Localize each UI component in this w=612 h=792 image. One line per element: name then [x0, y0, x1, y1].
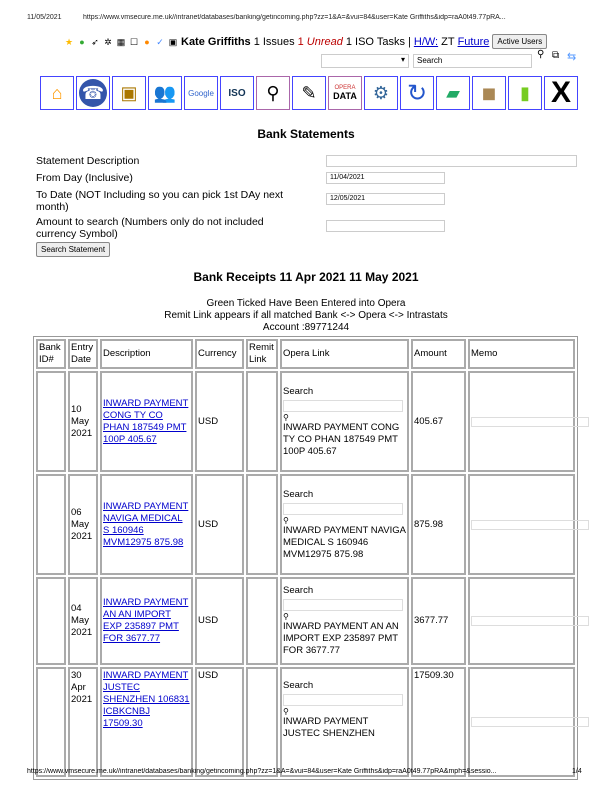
bank-id — [36, 474, 66, 575]
opera-link-text: INWARD PAYMENT NAVIGA MEDICAL S 160946 MVM12975 875.98 — [283, 524, 406, 560]
hw-link[interactable]: H/W: — [413, 35, 439, 48]
google-icon[interactable]: Google — [184, 76, 218, 110]
bank-id — [36, 667, 66, 777]
iso-tasks[interactable]: 1 ISO Tasks | — [345, 35, 411, 48]
square-icon[interactable]: ☐ — [129, 36, 139, 47]
remit-link — [246, 474, 278, 575]
desc-input[interactable] — [326, 155, 577, 167]
desc-label: Statement Description — [36, 155, 140, 167]
entry-date: 04 May 2021 — [68, 577, 98, 665]
play-icon[interactable]: ● — [79, 36, 85, 47]
amount: 17509.30 — [411, 667, 466, 777]
bank-id — [36, 371, 66, 472]
note-green-ticked: Green Ticked Have Been Entered into Opera — [206, 298, 406, 309]
amount-label: Amount to search (Numbers only do not included currency Symbol) — [36, 216, 264, 240]
home-icon[interactable]: ⌂ — [40, 76, 74, 110]
print-url: https://www.vmsecure.me.uk//intranet/databases/banking/getincoming.php?zz=1&A=&vui=84&user=Kate Griffiths&idp=raA0t49.77pRA... — [83, 14, 506, 21]
active-users-button[interactable]: Active Users — [492, 34, 547, 49]
account-number: Account :89771244 — [262, 322, 350, 333]
memo-input[interactable] — [471, 717, 589, 727]
close-x-icon[interactable]: X — [544, 76, 578, 110]
receipts-table — [33, 336, 578, 780]
table-row — [36, 371, 575, 472]
description-link[interactable]: INWARD PAYMENT AN AN IMPORT EXP 235897 PMT FOR 3677.77 — [103, 597, 189, 644]
opera-search-input[interactable] — [283, 599, 403, 611]
users-icon[interactable]: 👥 — [148, 76, 182, 110]
page-title: Bank Statements — [257, 127, 355, 141]
remit-link — [246, 371, 278, 472]
search-icon[interactable]: ⚲ — [283, 707, 289, 716]
description-link[interactable]: INWARD PAYMENT CONG TY CO PHAN 187549 PMT 100P 405.67 — [103, 397, 189, 445]
search-statement-button[interactable]: Search Statement — [36, 242, 110, 257]
remit-link — [246, 667, 278, 777]
column-header: Amount — [411, 339, 466, 369]
gear-icon[interactable]: ✲ — [104, 36, 112, 47]
user-name: Kate Griffiths — [181, 35, 251, 48]
opera-link-text: INWARD PAYMENT AN AN IMPORT EXP 235897 PMT FOR 3677.77 — [283, 621, 399, 656]
currency: USD — [195, 577, 244, 665]
column-header: Currency — [195, 339, 244, 369]
pin-icon[interactable]: ➶ — [91, 36, 99, 47]
table-row — [36, 667, 575, 777]
search-input[interactable]: Search — [413, 54, 532, 68]
remit-link — [246, 577, 278, 665]
icon-toolbar — [40, 76, 578, 110]
opera-search-label: Search — [283, 385, 314, 397]
opera-search-input[interactable] — [283, 400, 403, 412]
column-header: Entry Date — [68, 339, 98, 369]
swap-icon[interactable]: ⇆ — [567, 51, 577, 63]
currency: USD — [195, 667, 244, 777]
bank-id — [36, 577, 66, 665]
to-label: To Date (NOT Including so you can pick 1st DAy next month) — [36, 189, 284, 213]
to-input[interactable]: 12/05/2021 — [326, 193, 445, 205]
search-icon[interactable]: ⚲ — [283, 612, 289, 621]
chart-icon[interactable]: ▣ — [168, 36, 178, 47]
book-icon[interactable]: ▮ — [508, 76, 542, 110]
currency: USD — [195, 371, 244, 472]
search-icon[interactable]: ⚲ — [283, 515, 289, 525]
opera-link-text: INWARD PAYMENT CONG TY CO PHAN 187549 PMT 100P 405.67 — [283, 421, 400, 457]
opera-search-input[interactable] — [283, 503, 403, 515]
column-header: Opera Link — [280, 339, 409, 369]
amount: 405.67 — [411, 371, 466, 472]
top-bar — [64, 34, 547, 49]
page-number: 1/4 — [572, 768, 582, 775]
results-title: Bank Receipts 11 Apr 2021 11 May 2021 — [193, 270, 419, 284]
opera-search-label: Search — [283, 680, 314, 691]
amount: 875.98 — [411, 474, 466, 575]
entry-date: 06 May 2021 — [68, 474, 98, 575]
magnifier-icon[interactable]: ⚲ — [256, 76, 290, 110]
entry-date: 30 Apr 2021 — [68, 667, 98, 777]
calendar-icon[interactable]: ▦ — [116, 36, 126, 47]
amount-input[interactable] — [326, 220, 445, 232]
unread-count: 1 — [297, 35, 304, 48]
future-link[interactable]: Future — [457, 35, 490, 48]
opera-search-input[interactable] — [283, 694, 403, 706]
column-header: Bank ID# — [36, 339, 66, 369]
column-header: Description — [100, 339, 193, 369]
opera-search-label: Search — [283, 585, 314, 596]
notepad-pencil-icon[interactable]: ✎ — [292, 76, 326, 110]
print-date: 11/05/2021 — [27, 14, 62, 21]
memo-input[interactable] — [471, 616, 589, 626]
help-icon[interactable]: ● — [144, 36, 150, 47]
from-input[interactable]: 11/04/2021 — [326, 172, 445, 184]
column-header: Remit Link — [246, 339, 278, 369]
memo-input[interactable] — [471, 520, 589, 530]
search-icon[interactable]: ⚲ — [537, 49, 545, 60]
iso-icon[interactable]: ISO — [220, 76, 254, 110]
unread-label[interactable]: Unread — [306, 35, 343, 48]
treasure-chest-icon[interactable]: ▣ — [112, 76, 146, 110]
footer-url: https://www.vmsecure.me.uk//intranet/databases/banking/getincoming.php?zz=1&A=&vui=84&user=Kate Griffiths&idp=raA0t49.77pRA&mph=&sessio... — [27, 768, 497, 775]
gears-icon[interactable]: ⚙ — [364, 76, 398, 110]
table-row — [36, 577, 575, 665]
opera-search-label: Search — [283, 488, 314, 500]
column-header: Memo — [468, 339, 575, 369]
quick-select[interactable]: ▾ — [321, 54, 409, 68]
box-icon[interactable]: ◼ — [472, 76, 506, 110]
issues-count[interactable]: 1 Issues — [253, 35, 295, 48]
check-icon[interactable]: ✓ — [156, 36, 164, 47]
search-icon[interactable]: ⚲ — [283, 412, 289, 422]
amount: 3677.77 — [411, 577, 466, 665]
folder-chart-icon[interactable]: ▰ — [436, 76, 470, 110]
currency: USD — [195, 474, 244, 575]
star-icon[interactable]: ★ — [64, 36, 74, 47]
memo-input[interactable] — [471, 417, 589, 427]
entry-date: 10 May 2021 — [68, 371, 98, 472]
external-link-icon[interactable]: ⧉ — [552, 50, 560, 61]
refresh-icon[interactable]: ↻ — [400, 76, 434, 110]
note-remit-link: Remit Link appears if all matched Bank <-> Opera <-> Intrastats — [164, 310, 448, 321]
description-link[interactable]: INWARD PAYMENT NAVIGA MEDICAL S 160946 MVM12975 875.98 — [103, 500, 189, 548]
hw-value: ZT — [441, 35, 455, 48]
description-link[interactable]: INWARD PAYMENT JUSTEC SHENZHEN 106831 ICBKCNBJ 17509.30 — [103, 670, 190, 729]
table-row — [36, 474, 575, 575]
from-label: From Day (Inclusive) — [36, 172, 133, 184]
opera-data-icon[interactable]: OPERA DATA — [328, 76, 362, 110]
opera-link-text: INWARD PAYMENT JUSTEC SHENZHEN — [283, 716, 375, 739]
phone-icon[interactable]: ☎ — [76, 76, 110, 110]
